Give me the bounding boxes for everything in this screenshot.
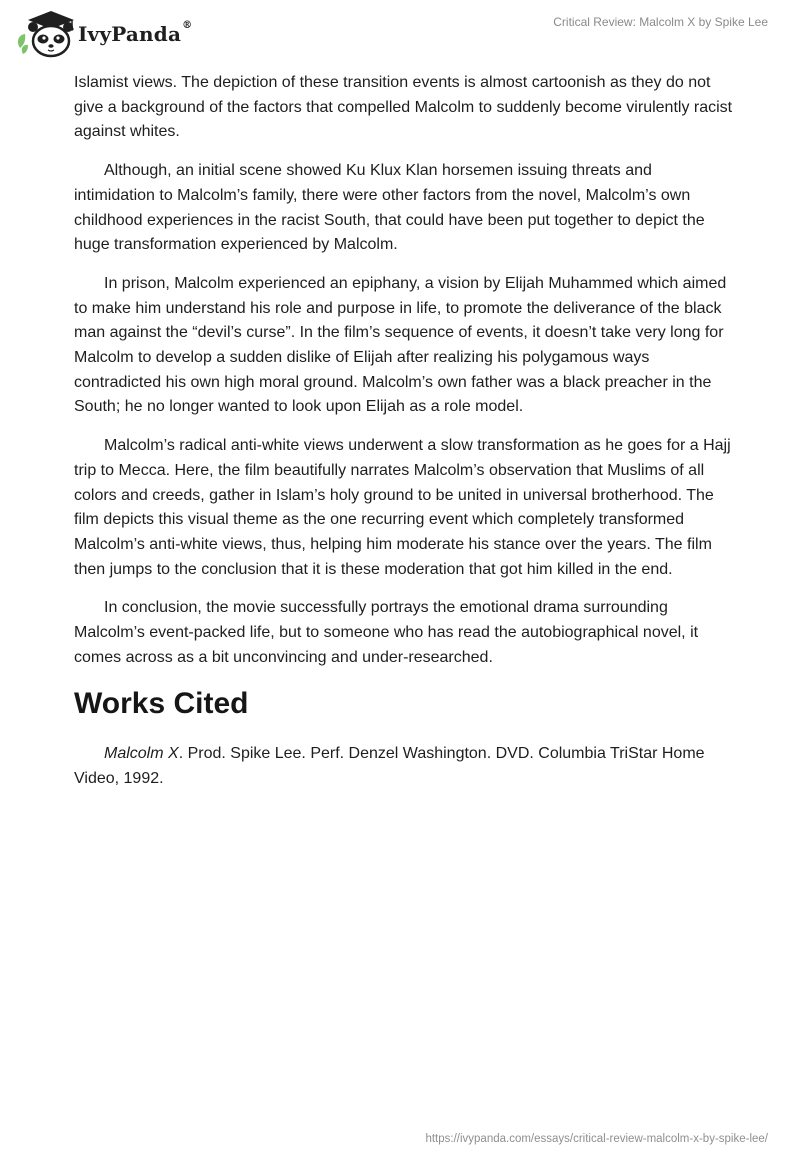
brand-name: IvyPanda® bbox=[78, 20, 193, 46]
works-cited-heading: Works Cited bbox=[74, 687, 249, 721]
source-url[interactable]: https://ivypanda.com/essays/critical-review-malcolm-x-by-spike-lee/ bbox=[425, 1133, 768, 1145]
paragraph: Although, an initial scene showed Ku Klux Klan horsemen issuing threats and intimidation to Malcolm’s family, there were other factors from the novel, Malcolm’s own childhood experiences in the racist South, that could have been put together to depict the huge transformation experienced by Malcolm. bbox=[74, 162, 705, 254]
paragraph: In conclusion, the movie successfully portrays the emotional drama surrounding Malcolm’s event-packed life, but to someone who has read the autobiographical novel, it comes across as a bit unconvincing and under-researched. bbox=[74, 599, 699, 666]
registered-mark: ® bbox=[182, 20, 193, 31]
document-title: Critical Review: Malcolm X by Spike Lee bbox=[553, 15, 768, 29]
essay-body bbox=[74, 71, 734, 806]
citation-entry bbox=[74, 742, 734, 791]
paragraph-continuation: Islamist views. The depiction of these transition events is almost cartoonish as they do not give a background of the factors that compelled Malcolm to suddenly become virulently racist against whites. bbox=[74, 74, 733, 141]
paragraph: Malcolm’s radical anti-white views underwent a slow transformation as he goes for a Hajj trip to Mecca. Here, the film beautifully narrates Malcolm’s observation that Muslims of all colors and creeds, gather in Islam’s holy ground to be united in universal brotherhood. The film depicts this visual theme as the one recurring event which completely transformed Malcolm’s anti-white views, thus, helping him moderate his stance over the years. The film then jumps to the conclusion that it is these moderation that got him killed in the end. bbox=[74, 437, 731, 578]
ivypanda-logo[interactable] bbox=[14, 8, 192, 60]
page-header bbox=[0, 0, 800, 64]
citation-details: . Prod. Spike Lee. Perf. Denzel Washington. DVD. Columbia TriStar Home Video, 1992. bbox=[74, 745, 705, 788]
panda-graduate-icon bbox=[14, 8, 76, 60]
paragraph: In prison, Malcolm experienced an epiphany, a vision by Elijah Muhammed which aimed to make him understand his role and purpose in life, to promote the deliverance of the black man against the “devil’s curse”. In the film’s sequence of events, it doesn’t take very long for Malcolm to develop a sudden dislike of Elijah after realizing his polygamous ways contradicted his own high moral ground. Malcolm’s own father was a black preacher in the South; he no longer wanted to look upon Elijah as a role model. bbox=[74, 274, 727, 416]
citation-title: Malcolm X bbox=[104, 745, 179, 763]
